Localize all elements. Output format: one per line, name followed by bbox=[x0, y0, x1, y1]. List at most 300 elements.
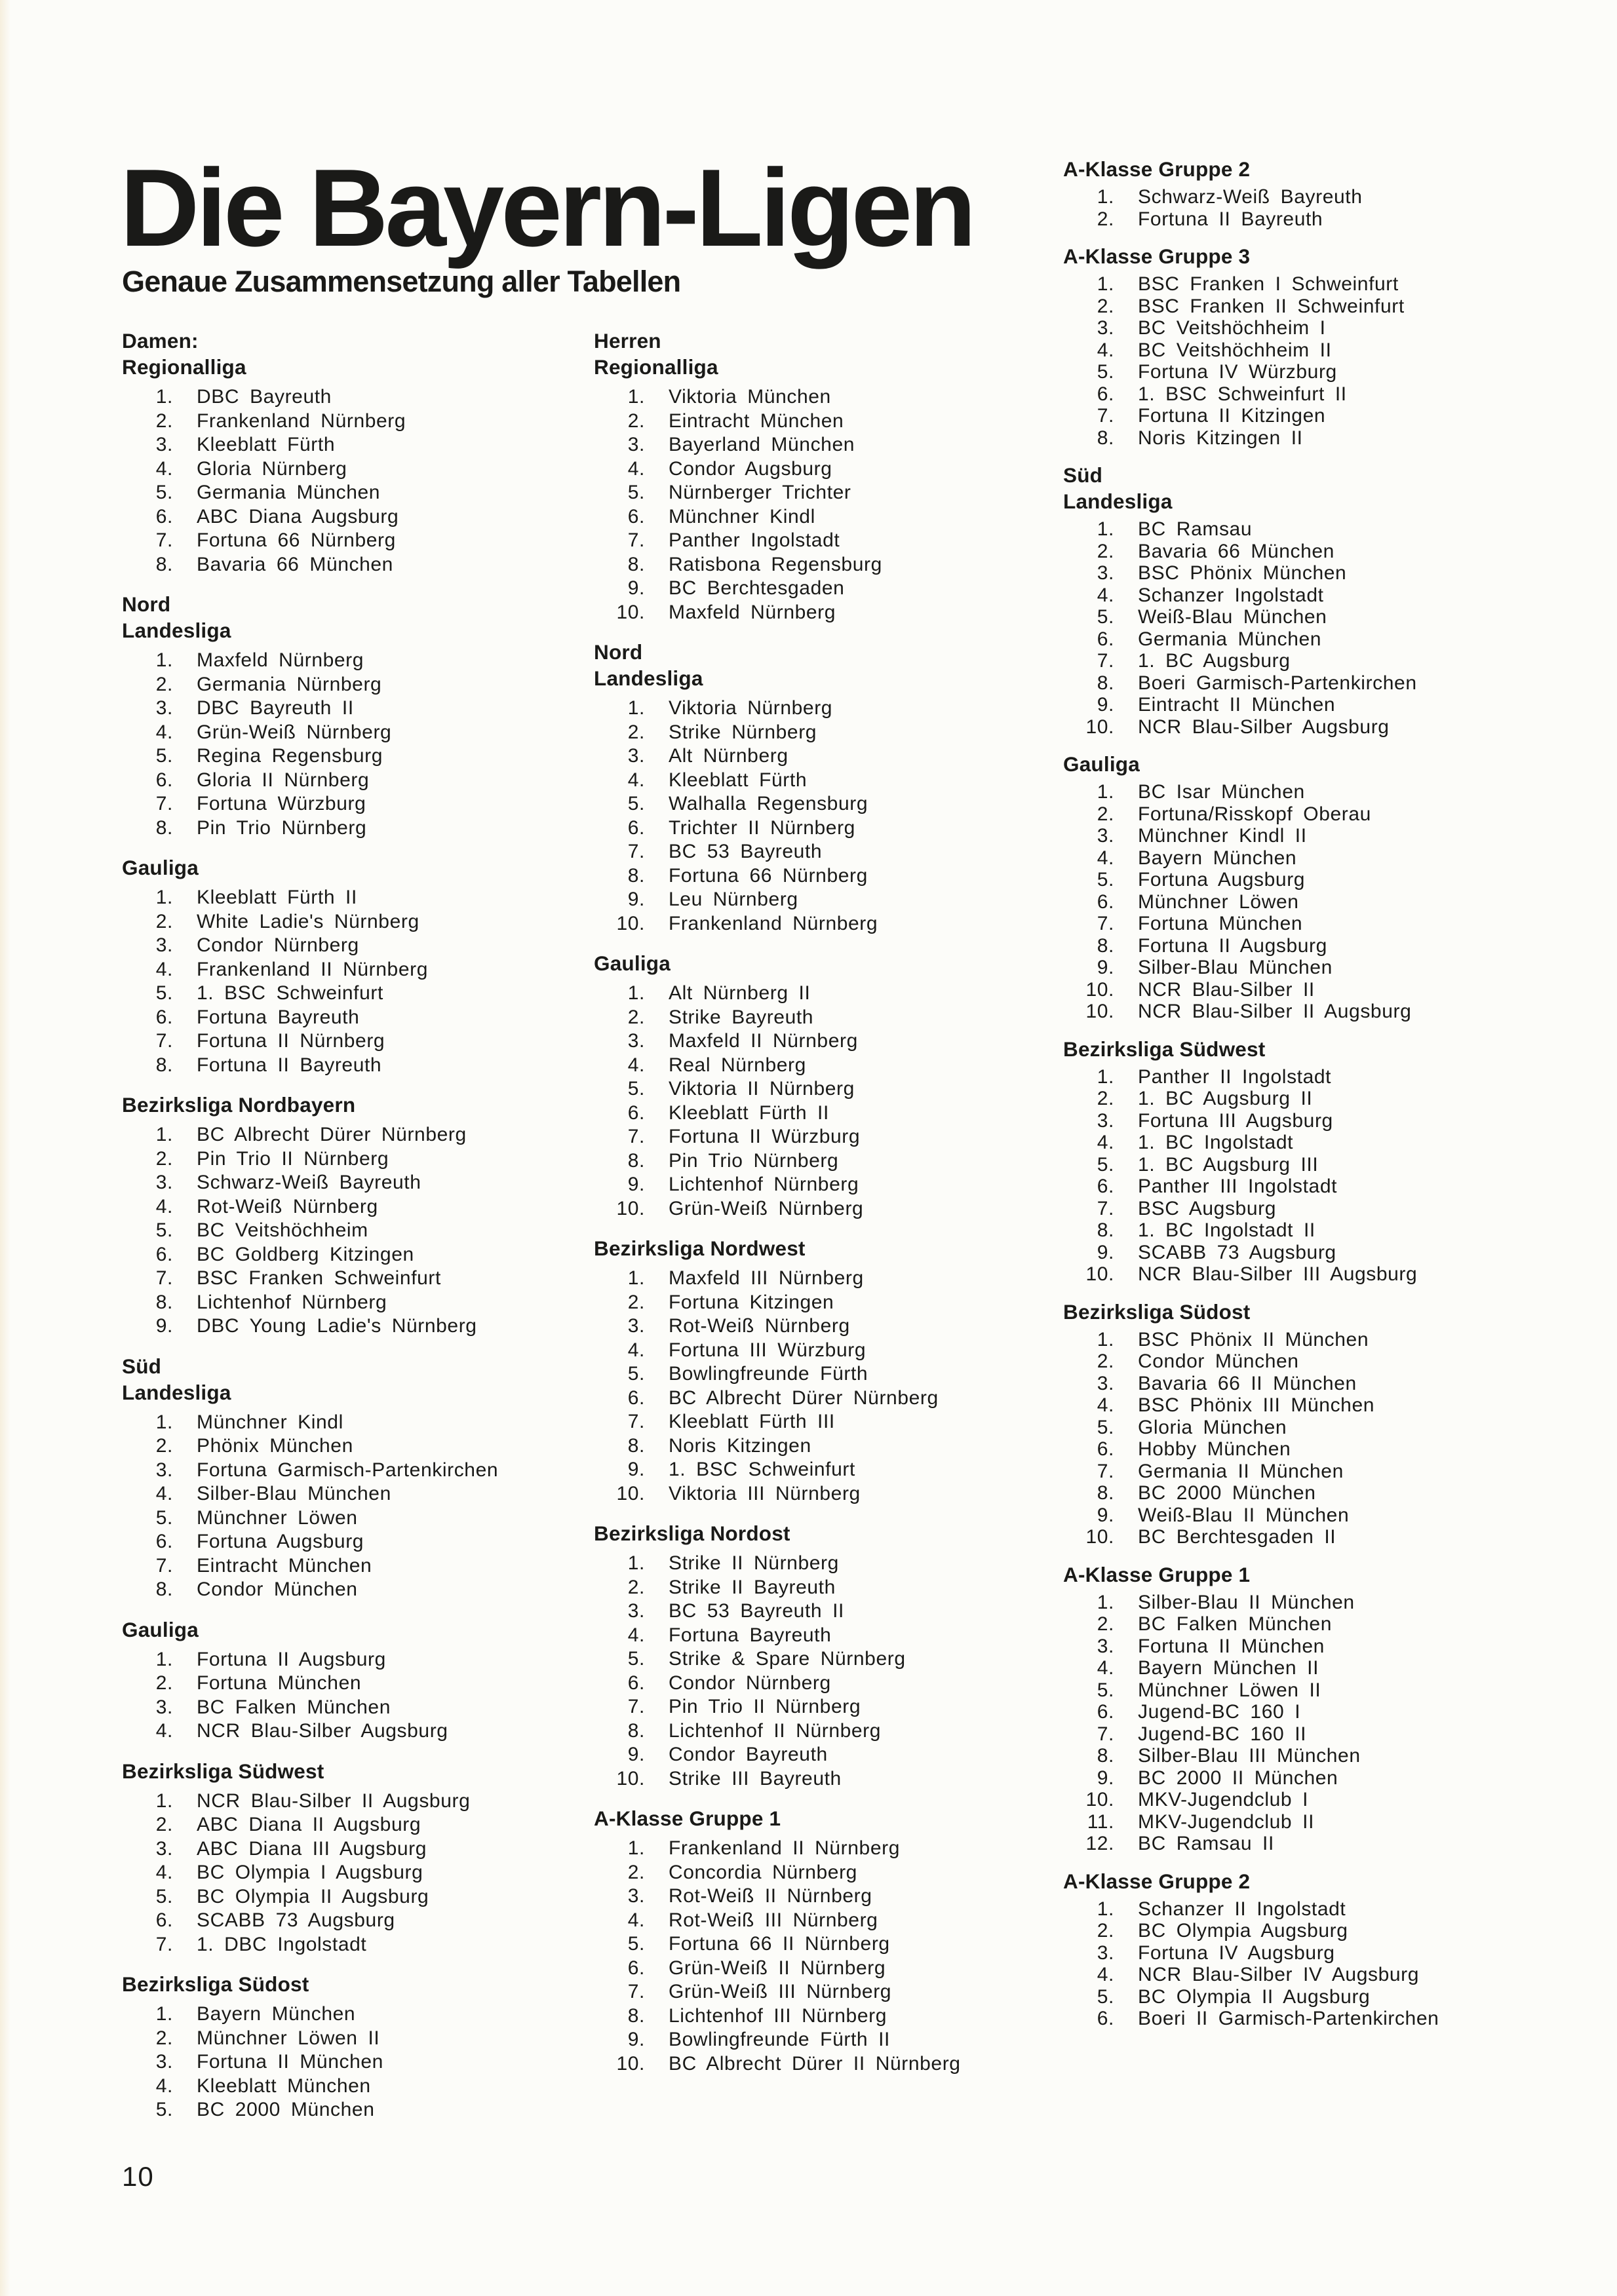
list-item bbox=[1063, 606, 1548, 628]
item-name: 1. BC Ingolstadt II bbox=[1138, 1219, 1315, 1241]
league-section bbox=[1063, 1868, 1548, 2030]
list-item bbox=[1063, 847, 1548, 870]
item-number: 4. bbox=[1097, 584, 1114, 606]
list-item bbox=[594, 840, 1040, 864]
item-name: Jugend-BC 160 I bbox=[1138, 1701, 1301, 1723]
item-number: 4. bbox=[1097, 1657, 1114, 1679]
item-name: Pin Trio II Nürnberg bbox=[197, 1147, 389, 1170]
item-number: 4. bbox=[1097, 339, 1114, 361]
item-number: 6. bbox=[1097, 890, 1114, 913]
item-number: 7. bbox=[155, 1554, 173, 1577]
list-item bbox=[1063, 1986, 1548, 2008]
item-number: 7. bbox=[1097, 1460, 1114, 1482]
item-name: Condor München bbox=[1138, 1350, 1299, 1372]
list-item bbox=[594, 433, 1040, 457]
item-number: 9. bbox=[1097, 1241, 1114, 1263]
list-item bbox=[122, 1054, 568, 1078]
section-header: Bezirksliga Nordwest bbox=[594, 1236, 806, 1260]
list-item bbox=[1063, 1001, 1548, 1023]
item-name: Frankenland II Nürnberg bbox=[197, 958, 428, 980]
list-item bbox=[1063, 1110, 1548, 1132]
item-number: 4. bbox=[155, 1195, 173, 1217]
item-name: Rot-Weiß Nürnberg bbox=[669, 1315, 850, 1337]
section-header: Bezirksliga Südost bbox=[1063, 1299, 1251, 1324]
item-name: Bowlingfreunde Fürth bbox=[669, 1363, 868, 1385]
list-item bbox=[122, 1530, 568, 1554]
list-item bbox=[122, 1861, 568, 1885]
item-number: 10. bbox=[616, 1767, 645, 1789]
list-item bbox=[594, 1861, 1040, 1885]
section-header: A-Klasse Gruppe 2 bbox=[1063, 157, 1251, 181]
item-number: 8. bbox=[627, 2004, 645, 2027]
list-item bbox=[1063, 1154, 1548, 1176]
list-item bbox=[594, 1410, 1040, 1434]
team-list bbox=[1063, 186, 1548, 230]
league-section bbox=[122, 1617, 568, 1744]
item-name: BC Albrecht Dürer Nürnberg bbox=[197, 1124, 467, 1145]
league-section bbox=[122, 1758, 568, 1957]
item-name: Germania II München bbox=[1138, 1460, 1344, 1482]
item-number: 4. bbox=[627, 1054, 645, 1076]
item-number: 7. bbox=[1097, 1197, 1114, 1219]
item-name: Panther Ingolstadt bbox=[669, 529, 840, 551]
item-name: Germania Nürnberg bbox=[197, 673, 382, 695]
team-list bbox=[1063, 518, 1548, 738]
item-name: Silber-Blau München bbox=[1138, 957, 1333, 978]
item-name: BSC Phönix III München bbox=[1138, 1394, 1375, 1416]
item-name: Kleeblatt München bbox=[197, 2075, 371, 2097]
item-name: Fortuna Würzburg bbox=[197, 793, 366, 814]
section-header: Regionalliga bbox=[122, 355, 246, 379]
list-item bbox=[594, 1362, 1040, 1387]
item-name: Bavaria 66 München bbox=[197, 553, 393, 575]
item-number: 10. bbox=[616, 912, 645, 934]
column-damen bbox=[122, 328, 568, 2137]
item-number: 3. bbox=[155, 434, 173, 455]
item-number: 3. bbox=[155, 697, 173, 719]
list-item bbox=[594, 457, 1040, 482]
list-item bbox=[122, 1554, 568, 1578]
list-item bbox=[122, 1291, 568, 1315]
team-list bbox=[594, 1552, 1040, 1791]
item-number: 3. bbox=[1097, 825, 1114, 847]
list-item bbox=[594, 1980, 1040, 2004]
item-name: NCR Blau-Silber II Augsburg bbox=[1138, 1001, 1412, 1022]
list-item bbox=[122, 553, 568, 577]
item-number: 1. bbox=[155, 1411, 173, 1433]
column-herren-nord bbox=[594, 328, 1040, 2090]
item-number: 3. bbox=[627, 1600, 645, 1622]
item-number: 5. bbox=[155, 1885, 173, 1907]
item-name: BC Olympia I Augsburg bbox=[197, 1862, 423, 1883]
item-number: 1. bbox=[627, 1552, 645, 1574]
item-name: BC Veitshöchheim bbox=[197, 1219, 368, 1241]
item-number: 8. bbox=[1097, 672, 1114, 694]
item-name: ABC Diana II Augsburg bbox=[197, 1814, 421, 1835]
section-header: A-Klasse Gruppe 1 bbox=[1063, 1562, 1251, 1586]
item-number: 7. bbox=[627, 1411, 645, 1432]
list-item bbox=[1063, 716, 1548, 738]
league-section bbox=[122, 1353, 568, 1602]
list-item bbox=[594, 2052, 1040, 2076]
list-item bbox=[594, 1077, 1040, 1101]
list-item bbox=[594, 864, 1040, 889]
section-header: Landesliga bbox=[1063, 489, 1173, 513]
list-item bbox=[1063, 208, 1548, 231]
list-item bbox=[594, 529, 1040, 553]
team-list bbox=[122, 1648, 568, 1744]
section-header: Landesliga bbox=[122, 619, 231, 642]
list-item bbox=[122, 886, 568, 910]
item-name: Kleeblatt Fürth bbox=[197, 434, 336, 455]
item-name: NCR Blau-Silber Augsburg bbox=[197, 1720, 448, 1742]
list-item bbox=[1063, 1373, 1548, 1395]
item-name: Boeri Garmisch-Partenkirchen bbox=[1138, 672, 1417, 694]
item-number: 1. bbox=[627, 386, 645, 408]
item-number: 12. bbox=[1085, 1833, 1114, 1854]
item-number: 8. bbox=[155, 1054, 173, 1076]
item-name: Silber-Blau München bbox=[197, 1483, 391, 1504]
team-list bbox=[1063, 273, 1548, 449]
item-name: Fortuna II Augsburg bbox=[197, 1648, 386, 1670]
section-header: Gauliga bbox=[122, 1617, 199, 1641]
list-item bbox=[122, 457, 568, 482]
item-number: 3. bbox=[1097, 1109, 1114, 1132]
item-name: Fortuna II Würzburg bbox=[669, 1126, 861, 1147]
item-number: 5. bbox=[155, 2099, 173, 2120]
section-header: Gauliga bbox=[1063, 752, 1140, 776]
list-item bbox=[1063, 1219, 1548, 1242]
list-item bbox=[1063, 1176, 1548, 1198]
item-name: BSC Franken II Schweinfurt bbox=[1138, 295, 1405, 317]
item-number: 3. bbox=[155, 1459, 173, 1481]
item-number: 8. bbox=[1097, 934, 1114, 957]
list-item bbox=[594, 982, 1040, 1006]
item-number: 1. bbox=[1097, 1328, 1114, 1350]
list-item bbox=[594, 721, 1040, 745]
item-name: BC Goldberg Kitzingen bbox=[197, 1243, 414, 1265]
item-name: BSC Phönix München bbox=[1138, 562, 1347, 584]
item-number: 5. bbox=[627, 793, 645, 814]
list-item bbox=[1063, 803, 1548, 826]
item-number: 3. bbox=[1097, 1942, 1114, 1964]
item-number: 1. bbox=[155, 649, 173, 671]
item-number: 5. bbox=[155, 482, 173, 503]
list-item bbox=[122, 433, 568, 457]
item-number: 3. bbox=[1097, 562, 1114, 584]
item-number: 3. bbox=[155, 1837, 173, 1860]
item-number: 9. bbox=[627, 577, 645, 599]
item-number: 2. bbox=[627, 721, 645, 743]
item-number: 2. bbox=[1097, 1920, 1114, 1942]
page-title: Die Bayern-Ligen bbox=[120, 146, 973, 269]
item-number: 7. bbox=[155, 1933, 173, 1955]
item-name: Condor Nürnberg bbox=[197, 934, 359, 956]
item-name: Münchner Löwen bbox=[1138, 890, 1299, 913]
item-name: Noris Kitzingen II bbox=[1138, 427, 1303, 449]
team-list bbox=[122, 385, 568, 577]
list-item bbox=[594, 2004, 1040, 2029]
item-number: 3. bbox=[155, 2051, 173, 2073]
item-name: Pin Trio Nürnberg bbox=[197, 816, 367, 839]
item-number: 8. bbox=[627, 553, 645, 575]
item-name: Fortuna II München bbox=[1138, 1635, 1325, 1657]
item-name: BSC Phönix II München bbox=[1138, 1328, 1369, 1350]
list-item bbox=[122, 1696, 568, 1720]
item-number: 5. bbox=[627, 1933, 645, 1955]
item-number: 2. bbox=[155, 2027, 173, 2049]
item-name: BC Albrecht Dürer II Nürnberg bbox=[669, 2052, 961, 2075]
item-number: 1. bbox=[627, 982, 645, 1004]
item-number: 6. bbox=[155, 1006, 173, 1028]
item-number: 2. bbox=[1097, 803, 1114, 825]
item-number: 9. bbox=[627, 1174, 645, 1195]
item-name: BC Falken München bbox=[197, 1696, 391, 1718]
item-name: Boeri II Garmisch-Partenkirchen bbox=[1138, 2008, 1439, 2029]
item-name: BC Olympia Augsburg bbox=[1138, 1920, 1348, 1942]
list-item bbox=[594, 1957, 1040, 1981]
list-item bbox=[1063, 979, 1548, 1001]
list-item bbox=[1063, 935, 1548, 957]
item-name: BSC Franken I Schweinfurt bbox=[1138, 273, 1399, 295]
list-item bbox=[1063, 1504, 1548, 1527]
item-name: Grün-Weiß II Nürnberg bbox=[669, 1957, 886, 1979]
item-number: 5. bbox=[627, 1363, 645, 1385]
list-item bbox=[594, 1314, 1040, 1339]
list-item bbox=[122, 816, 568, 841]
section-header: Bezirksliga Südwest bbox=[1063, 1037, 1266, 1061]
league-section bbox=[594, 1805, 1040, 2076]
item-name: Weiß-Blau München bbox=[1138, 606, 1327, 628]
item-number: 6. bbox=[155, 1531, 173, 1552]
list-item bbox=[1063, 1438, 1548, 1461]
list-item bbox=[1063, 1767, 1548, 1789]
list-item bbox=[122, 1243, 568, 1267]
item-number: 7. bbox=[627, 1696, 645, 1717]
item-name: Fortuna Bayreuth bbox=[669, 1624, 832, 1646]
team-list bbox=[122, 1789, 568, 1957]
list-item bbox=[122, 1459, 568, 1483]
item-number: 2. bbox=[627, 1576, 645, 1598]
item-number: 4. bbox=[627, 457, 645, 480]
list-item bbox=[122, 1123, 568, 1147]
list-item bbox=[594, 888, 1040, 912]
item-number: 6. bbox=[627, 1387, 645, 1409]
item-name: Noris Kitzingen bbox=[669, 1434, 811, 1457]
item-number: 7. bbox=[1097, 1723, 1114, 1745]
list-item bbox=[1063, 672, 1548, 695]
team-list bbox=[594, 697, 1040, 936]
item-name: Kleeblatt Fürth II bbox=[197, 887, 357, 908]
list-item bbox=[1063, 913, 1548, 935]
item-name: DBC Young Ladie's Nürnberg bbox=[197, 1315, 477, 1337]
item-number: 6. bbox=[1097, 628, 1114, 650]
list-item bbox=[1063, 427, 1548, 450]
list-item bbox=[122, 481, 568, 505]
list-item bbox=[122, 1813, 568, 1837]
item-number: 3. bbox=[627, 745, 645, 767]
list-item bbox=[594, 1624, 1040, 1648]
item-number: 5. bbox=[627, 1648, 645, 1670]
item-name: Bavaria 66 München bbox=[1138, 540, 1335, 562]
item-number: 7. bbox=[155, 793, 173, 814]
league-section bbox=[1063, 243, 1548, 449]
item-number: 3. bbox=[155, 934, 173, 956]
item-number: 8. bbox=[627, 1719, 645, 1742]
section-header: A-Klasse Gruppe 1 bbox=[594, 1807, 781, 1830]
item-name: Hobby München bbox=[1138, 1438, 1291, 1460]
item-name: Bayern München II bbox=[1138, 1657, 1319, 1679]
list-item bbox=[122, 982, 568, 1006]
list-item bbox=[594, 1029, 1040, 1054]
list-item bbox=[594, 1885, 1040, 1909]
list-item bbox=[594, 1149, 1040, 1174]
item-name: Lichtenhof III Nürnberg bbox=[669, 2004, 887, 2027]
item-number: 8. bbox=[627, 1434, 645, 1457]
item-number: 5. bbox=[1097, 1416, 1114, 1438]
item-number: 6. bbox=[155, 769, 173, 791]
item-name: Fortuna II Kitzingen bbox=[1138, 405, 1326, 427]
list-item bbox=[1063, 541, 1548, 563]
item-name: Fortuna 66 Nürnberg bbox=[197, 529, 396, 551]
item-number: 5. bbox=[1097, 361, 1114, 383]
item-number: 1. bbox=[1097, 518, 1114, 540]
list-item bbox=[122, 910, 568, 934]
item-name: BC 53 Bayreuth bbox=[669, 841, 823, 862]
item-name: Condor Bayreuth bbox=[669, 1744, 828, 1765]
item-name: BC Ramsau II bbox=[1138, 1833, 1274, 1854]
item-name: Germania München bbox=[197, 482, 381, 503]
list-item bbox=[1063, 584, 1548, 607]
item-number: 1. bbox=[1097, 1898, 1114, 1920]
list-item bbox=[122, 649, 568, 673]
list-item bbox=[122, 1219, 568, 1243]
item-number: 10. bbox=[1085, 978, 1114, 1001]
item-name: Pin Trio Nürnberg bbox=[669, 1149, 839, 1172]
item-number: 1. bbox=[1097, 1591, 1114, 1613]
item-name: SCABB 73 Augsburg bbox=[197, 1909, 395, 1931]
item-number: 6. bbox=[155, 505, 173, 527]
item-number: 7. bbox=[1097, 913, 1114, 934]
list-item bbox=[1063, 891, 1548, 913]
item-number: 3. bbox=[627, 1030, 645, 1052]
item-number: 8. bbox=[155, 553, 173, 575]
item-name: 1. BC Augsburg II bbox=[1138, 1088, 1313, 1109]
list-item bbox=[1063, 1613, 1548, 1636]
item-name: Frankenland Nürnberg bbox=[669, 912, 878, 934]
item-number: 1. bbox=[1097, 781, 1114, 803]
list-item bbox=[122, 1482, 568, 1506]
list-item bbox=[594, 577, 1040, 601]
section-header: Landesliga bbox=[122, 1380, 231, 1404]
item-number: 4. bbox=[1097, 1132, 1114, 1153]
list-item bbox=[1063, 1394, 1548, 1417]
list-item bbox=[122, 1029, 568, 1054]
list-item bbox=[1063, 957, 1548, 979]
item-number: 4. bbox=[155, 1862, 173, 1883]
list-item bbox=[594, 1006, 1040, 1030]
list-item bbox=[594, 1291, 1040, 1315]
item-number: 2. bbox=[1097, 1613, 1114, 1635]
list-item bbox=[122, 673, 568, 697]
section-header: A-Klasse Gruppe 3 bbox=[1063, 244, 1251, 268]
item-number: 7. bbox=[1097, 650, 1114, 672]
list-item bbox=[1063, 361, 1548, 383]
item-name: Gloria Nürnberg bbox=[197, 457, 347, 480]
item-name: Regina Regensburg bbox=[197, 745, 383, 767]
item-number: 6. bbox=[627, 1672, 645, 1694]
list-item bbox=[1063, 562, 1548, 584]
item-number: 9. bbox=[627, 889, 645, 910]
list-item bbox=[594, 792, 1040, 816]
item-name: Fortuna München bbox=[1138, 913, 1303, 934]
item-number: 2. bbox=[1097, 208, 1114, 230]
team-list bbox=[1063, 1066, 1548, 1286]
item-name: White Ladie's Nürnberg bbox=[197, 910, 419, 932]
list-item bbox=[122, 410, 568, 434]
list-item bbox=[122, 1195, 568, 1219]
list-item bbox=[1063, 1723, 1548, 1746]
item-number: 6. bbox=[1097, 1701, 1114, 1723]
item-number: 6. bbox=[627, 505, 645, 527]
list-item bbox=[594, 1647, 1040, 1672]
item-number: 2. bbox=[155, 1435, 173, 1457]
item-name: Condor München bbox=[197, 1578, 358, 1600]
item-number: 4. bbox=[155, 1720, 173, 1742]
section-header: Bezirksliga Südost bbox=[122, 1972, 309, 1996]
item-name: 1. BC Augsburg bbox=[1138, 650, 1291, 672]
league-section bbox=[594, 1520, 1040, 1791]
item-name: BC Olympia II Augsburg bbox=[197, 1885, 429, 1907]
item-name: Maxfeld Nürnberg bbox=[669, 601, 836, 623]
league-section bbox=[1063, 1036, 1548, 1286]
item-name: Grün-Weiß Nürnberg bbox=[669, 1197, 864, 1219]
item-number: 3. bbox=[1097, 317, 1114, 339]
team-list bbox=[122, 2002, 568, 2122]
item-number: 7. bbox=[155, 1030, 173, 1052]
section-header: Damen: bbox=[122, 329, 199, 353]
item-name: Condor Augsburg bbox=[669, 457, 832, 480]
item-number: 2. bbox=[1097, 1088, 1114, 1109]
list-item bbox=[594, 601, 1040, 625]
team-list bbox=[1063, 1329, 1548, 1548]
list-item bbox=[1063, 186, 1548, 208]
section-header: Gauliga bbox=[122, 856, 199, 879]
item-number: 10. bbox=[616, 1482, 645, 1504]
item-name: Fortuna/Risskopf Oberau bbox=[1138, 803, 1371, 825]
team-list bbox=[594, 1267, 1040, 1506]
list-item bbox=[1063, 296, 1548, 318]
list-item bbox=[122, 697, 568, 721]
item-name: BSC Franken Schweinfurt bbox=[197, 1267, 441, 1289]
list-item bbox=[594, 1767, 1040, 1791]
list-item bbox=[1063, 1679, 1548, 1702]
item-number: 7. bbox=[627, 841, 645, 862]
list-item bbox=[1063, 1657, 1548, 1679]
item-number: 10. bbox=[616, 2052, 645, 2075]
item-number: 6. bbox=[155, 1243, 173, 1265]
item-name: Fortuna II Bayreuth bbox=[197, 1054, 382, 1076]
item-name: ABC Diana III Augsburg bbox=[197, 1837, 427, 1860]
item-name: BC Veitshöchheim II bbox=[1138, 339, 1332, 361]
list-item bbox=[594, 1387, 1040, 1411]
list-item bbox=[122, 1171, 568, 1195]
list-item bbox=[122, 529, 568, 553]
item-number: 6. bbox=[627, 1957, 645, 1979]
item-number: 2. bbox=[627, 410, 645, 432]
item-name: Münchner Kindl bbox=[669, 505, 815, 527]
item-name: Frankenland Nürnberg bbox=[197, 410, 406, 432]
